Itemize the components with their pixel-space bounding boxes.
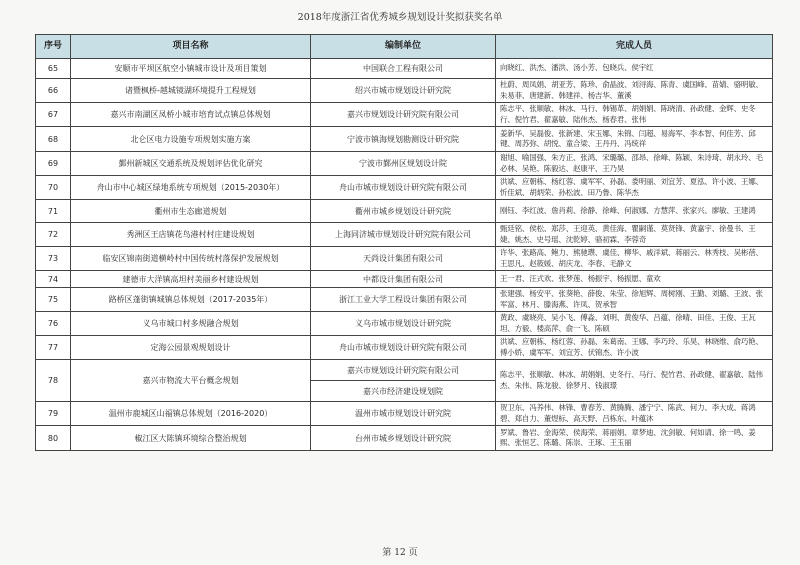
page-number: 第 12 页 xyxy=(382,548,418,558)
team-members: 陈志平、张顺敏、林冰、马行、韩锡革、胡娟娟、陈晓清、孙政健、金辉、史冬行、倪竹君、翟嘉敏、陆伟杰、杨春君、张伟 xyxy=(496,103,773,127)
table-body xyxy=(36,59,773,451)
row-number: 77 xyxy=(36,336,71,360)
team-members: 洪斌、应朝栋、杨红蓉、虞军军、孙磊、娄明丽、刘宜芳、夏泓、许小波、王娜、忻佳斌、胡炳荣、孙松波、田乃鲁、陈华杰 xyxy=(496,176,773,200)
compiling-unit: 温州市城市规划设计研究院 xyxy=(311,402,496,426)
project-name: 温州市鹿城区山福镇总体规划（2016-2020） xyxy=(71,402,311,426)
table-row xyxy=(36,247,773,271)
row-number: 66 xyxy=(36,79,71,103)
table-row xyxy=(36,103,773,127)
compiling-unit: 舟山市城市规划设计研究院有限公司 xyxy=(311,336,496,360)
team-members: 洪斌、应朝栋、杨红蓉、孙磊、朱葛南、王娜、李巧玲、乐昊、林晓维、俞巧艳、傅小娇、虞军军、刘宜芳、伏锦杰、许小波 xyxy=(496,336,773,360)
team-members: 许华、张路高、鲍力、熊驰瓒、虞佳、柳华、戚洋斌、蒋丽云、林秀枝、吴彬蓓、王思凡、赵筱媛、胡庆龙、李春、毛静文 xyxy=(496,247,773,271)
project-name: 定海公园景观规划设计 xyxy=(71,336,311,360)
header-project: 项目名称 xyxy=(71,35,311,59)
compiling-unit: 嘉兴市规划设计研究院有限公司 xyxy=(311,360,496,381)
table-row xyxy=(36,402,773,426)
compiling-unit: 嘉兴市经济建设规划院 xyxy=(311,381,496,402)
compiling-unit: 中都设计集团有限公司 xyxy=(311,271,496,288)
table-row xyxy=(36,152,773,176)
project-name: 嘉兴市南湖区凤桥小城市培育试点镇总体规划 xyxy=(71,103,311,127)
table-row xyxy=(36,176,773,200)
table-row xyxy=(36,200,773,223)
row-number: 70 xyxy=(36,176,71,200)
project-name: 舟山市中心城区绿地系统专项规划（2015-2030年） xyxy=(71,176,311,200)
table-row xyxy=(36,360,773,381)
row-number: 65 xyxy=(36,59,71,79)
team-members: 姜新华、吴磊俊、张新建、宋玉娜、朱锦、闫超、易海军、李本智、何佳芳、邱键、周苏弥、胡悦、童合梁、王丹丹、冯统祥 xyxy=(496,127,773,152)
compiling-unit: 宁波市镇海规划勘测设计研究院 xyxy=(311,127,496,152)
project-name: 鄞州新城区交通系统及规划评估优化研究 xyxy=(71,152,311,176)
table-row xyxy=(36,223,773,247)
compiling-unit: 天尚设计集团有限公司 xyxy=(311,247,496,271)
team-members: 黄政、虞晓亮、吴小飞、傅淼、刘明、黄俊华、吕蕴、徐晴、田佳、王俊、王瓦坦、方毅、楼高萍、俞一飞、陈硕 xyxy=(496,312,773,336)
team-members: 杜蔚、周凤娟、胡亚芳、陈珍、俞晶波、刘浔海、陈青、虞国峰、苗婧、骆明敏、朱易菲、唐建新、韩建祥、杨吉华、董溪 xyxy=(496,79,773,103)
team-members: 向晓红、洪杰、潘洪、汤小芳、包晓兵、侯宇红 xyxy=(496,59,773,79)
compiling-unit: 舟山市城市规划设计研究院有限公司 xyxy=(311,176,496,200)
row-number: 71 xyxy=(36,200,71,223)
project-name: 诸暨枫桥-越城镜湖环境提升工程规划 xyxy=(71,79,311,103)
row-number: 78 xyxy=(36,360,71,402)
row-number: 75 xyxy=(36,288,71,312)
project-name: 嘉兴市物流大平台概念规划 xyxy=(71,360,311,402)
team-members: 甄廷铭、侯松、郑莎、王迎英、黄佳海、瞿嗣谨、莫贤锋、黄嘉宇、徐曼书、王婕、姚杰、史号瑶、沈乾婷、骆初霖、李蓉奇 xyxy=(496,223,773,247)
compiling-unit: 绍兴市城市规划设计研究院 xyxy=(311,79,496,103)
row-number: 67 xyxy=(36,103,71,127)
project-name: 安顺市平坝区航空小镇城市设计及项目策划 xyxy=(71,59,311,79)
row-number: 72 xyxy=(36,223,71,247)
header-people: 完成人员 xyxy=(496,35,773,59)
project-name: 建德市大洋镇高坦村美丽乡村建设规划 xyxy=(71,271,311,288)
award-table xyxy=(35,34,773,451)
team-members: 罗斌、鲁岩、金海荣、侯海荣、蒋丽娟、章梦迪、沈剑敏、何如请、徐一鸣、姜熙、张恒艺、陈璐、陈崇、王琢、王玉丽 xyxy=(496,426,773,451)
table-row xyxy=(36,312,773,336)
team-members: 刚钰、李红波、詹肖莉、徐静、徐峰、何淑娜、方慧萍、张家兴、廖敏、王建鸿 xyxy=(496,200,773,223)
compiling-unit: 中国联合工程有限公司 xyxy=(311,59,496,79)
row-number: 79 xyxy=(36,402,71,426)
compiling-unit: 嘉兴市规划设计研究院有限公司 xyxy=(311,103,496,127)
table-header-row xyxy=(36,35,773,59)
header-unit: 编制单位 xyxy=(311,35,496,59)
team-members: 王一君、汪式欢、张梦莲、杨振宇、杨振愿、童欢 xyxy=(496,271,773,288)
compiling-unit: 义乌市城市规划设计研究院 xyxy=(311,312,496,336)
row-number: 80 xyxy=(36,426,71,451)
team-members: 张建强、杨安平、张葵艳、薛俊、朱莹、徐旭辉、周树刚、王勤、刘璐、王波、张军富、林月、滕海燕、许凤、贺承智 xyxy=(496,288,773,312)
team-members: 陈志平、张顺敏、林冰、胡娟娟、史冬行、马行、倪竹君、孙政健、翟嘉敏、陆伟杰、朱伟、陈龙骏、徐梦月、钱淑璟 xyxy=(496,360,773,402)
project-name: 北仑区电力设施专项规划实施方案 xyxy=(71,127,311,152)
table-row xyxy=(36,426,773,451)
project-name: 椒江区大陈镇环境综合整治规划 xyxy=(71,426,311,451)
compiling-unit: 衢州市城乡规划设计研究院 xyxy=(311,200,496,223)
compiling-unit: 上海同济城市规划设计研究院有限公司 xyxy=(311,223,496,247)
table-row xyxy=(36,336,773,360)
compiling-unit: 台州市城乡规划设计研究院 xyxy=(311,426,496,451)
document-title: 2018年度浙江省优秀城乡规划设计奖拟获奖名单 xyxy=(297,12,503,23)
project-name: 秀洲区王店镇花鸟港村村庄建设规划 xyxy=(71,223,311,247)
project-name: 路桥区蓬街镇城镇总体规划（2017-2035年） xyxy=(71,288,311,312)
row-number: 69 xyxy=(36,152,71,176)
team-members: 贺卫东、冯养伟、林锋、曹春芳、黄腾腾、潘宁宁、陈武、何力、李大成、蒋鸿碧、郑自力、董煜标、高天野、吕栋东、叶蕴沐 xyxy=(496,402,773,426)
compiling-unit: 宁波市鄞州区规划设计院 xyxy=(311,152,496,176)
table-row xyxy=(36,127,773,152)
table-row xyxy=(36,79,773,103)
table-row xyxy=(36,271,773,288)
compiling-unit: 浙江工业大学工程设计集团有限公司 xyxy=(311,288,496,312)
team-members: 谢旭、喻国强、朱方正、张鸿、宋璐璐、邵昂、徐峰、陈颖、朱诗琦、胡永玲、毛必林、吴艳、陈毅达、赵康平、王乃昊 xyxy=(496,152,773,176)
project-name: 衢州市生态廊道规划 xyxy=(71,200,311,223)
table-row xyxy=(36,288,773,312)
row-number: 74 xyxy=(36,271,71,288)
project-name: 义乌市城口村多规融合规划 xyxy=(71,312,311,336)
row-number: 68 xyxy=(36,127,71,152)
project-name: 临安区锦南街道横岭村中国传统村落保护发展规划 xyxy=(71,247,311,271)
table-row xyxy=(36,59,773,79)
row-number: 73 xyxy=(36,247,71,271)
header-no: 序号 xyxy=(36,35,71,59)
row-number: 76 xyxy=(36,312,71,336)
